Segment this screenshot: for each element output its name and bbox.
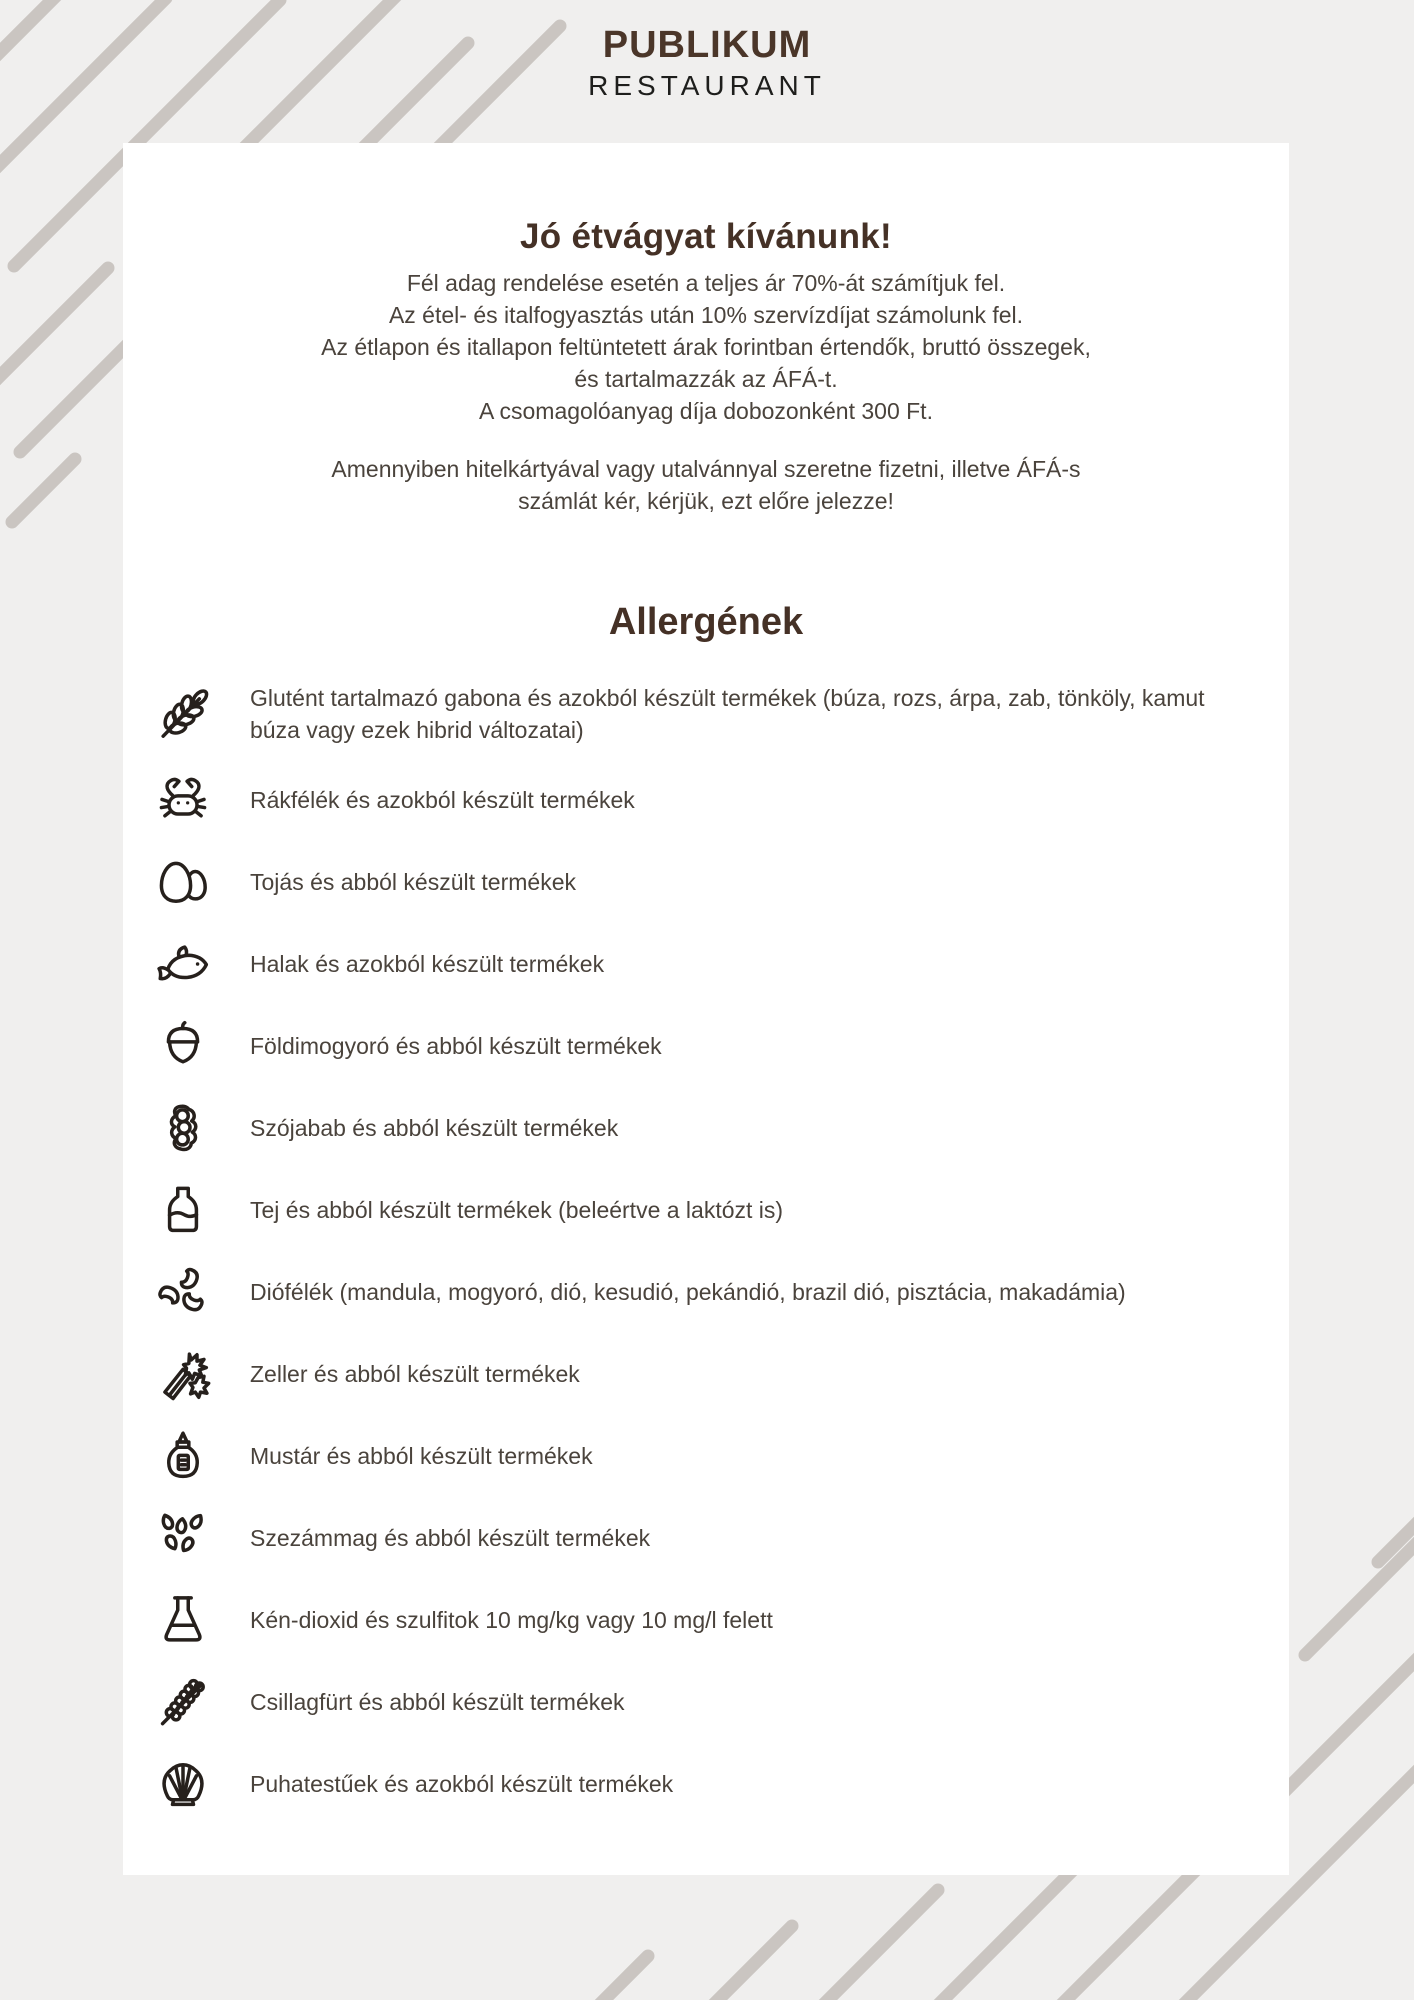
allergen-label: Glutént tartalmazó gabona és azokból készült termékek (búza, rozs, árpa, zab, tönköly, kamut búza vagy ezek hibrid változatai)	[250, 685, 1205, 743]
payment-note-paragraph	[123, 453, 1289, 517]
wheat-icon	[155, 686, 211, 742]
peanut-icon	[155, 1018, 211, 1074]
brand-logo	[0, 24, 1414, 102]
allergen-row	[155, 1182, 1219, 1238]
allergen-row	[155, 1674, 1219, 1730]
allergen-row	[155, 682, 1219, 746]
allergen-label: Halak és azokból készült termékek	[250, 951, 605, 977]
allergen-label: Csillagfürt és abból készült termékek	[250, 1689, 625, 1715]
allergen-label: Mustár és abból készült termékek	[250, 1443, 593, 1469]
soybean-icon	[155, 1100, 211, 1156]
mustard-icon	[155, 1428, 211, 1484]
allergen-row	[155, 1264, 1219, 1320]
allergen-row	[155, 1756, 1219, 1812]
fish-icon	[155, 936, 211, 992]
allergen-row	[155, 1510, 1219, 1566]
intro-paragraph	[123, 267, 1289, 427]
allergen-row	[155, 772, 1219, 828]
welcome-title: Jó étvágyat kívánunk!	[520, 217, 892, 256]
allergen-row	[155, 936, 1219, 992]
allergen-label: Zeller és abból készült termékek	[250, 1361, 580, 1387]
brand-subtitle: RESTAURANT	[588, 70, 826, 101]
brand-name: PUBLIKUM	[602, 24, 812, 66]
eggs-icon	[155, 854, 211, 910]
lupin-icon	[155, 1674, 211, 1730]
note-line: Amennyiben hitelkártyával vagy utalvánnyal szeretne fizetni, illetve ÁFÁ-s	[331, 456, 1081, 482]
mollusc-icon	[155, 1756, 211, 1812]
intro-line: Az étel- és italfogyasztás után 10% szervízdíjat számolunk fel.	[388, 302, 1024, 328]
celery-icon	[155, 1346, 211, 1402]
allergen-row	[155, 1592, 1219, 1648]
allergen-row	[155, 1346, 1219, 1402]
note-line: számlát kér, kérjük, ezt előre jelezze!	[518, 488, 894, 514]
allergen-label: Diófélék (mandula, mogyoró, dió, kesudió, pekándió, brazil dió, pisztácia, makadámia)	[250, 1279, 1126, 1305]
menu-card	[123, 143, 1289, 1875]
allergen-list	[123, 682, 1289, 1812]
crab-icon	[155, 772, 211, 828]
allergen-row	[155, 1100, 1219, 1156]
allergen-label: Tej és abból készült termékek (beleértve a laktózt is)	[250, 1197, 784, 1223]
allergen-row	[155, 1018, 1219, 1074]
intro-line: és tartalmazzák az ÁFÁ-t.	[574, 366, 838, 392]
allergen-label: Földimogyoró és abból készült termékek	[250, 1033, 662, 1059]
allergen-row	[155, 1428, 1219, 1484]
allergen-label: Tojás és abból készült termékek	[250, 869, 576, 895]
allergen-label: Kén-dioxid és szulfitok 10 mg/kg vagy 10 mg/l felett	[250, 1607, 773, 1633]
milk-icon	[155, 1182, 211, 1238]
allergen-label: Szójabab és abból készült termékek	[250, 1115, 619, 1141]
intro-line: A csomagolóanyag díja dobozonként 300 Ft.	[479, 398, 933, 424]
allergen-row	[155, 854, 1219, 910]
sesame-icon	[155, 1510, 211, 1566]
allergen-label: Rákfélék és azokból készült termékek	[250, 787, 635, 813]
intro-line: Fél adag rendelése esetén a teljes ár 70%-át számítjuk fel.	[406, 270, 1006, 296]
allergen-label: Puhatestűek és azokból készült termékek	[250, 1771, 674, 1797]
allergens-title: Allergének	[608, 601, 804, 643]
sulfite-icon	[155, 1592, 211, 1648]
allergen-label: Szezámmag és abból készült termékek	[250, 1525, 651, 1551]
nuts-icon	[155, 1264, 211, 1320]
intro-line: Az étlapon és itallapon feltüntetett árak forintban értendők, bruttó összegek,	[321, 334, 1091, 360]
